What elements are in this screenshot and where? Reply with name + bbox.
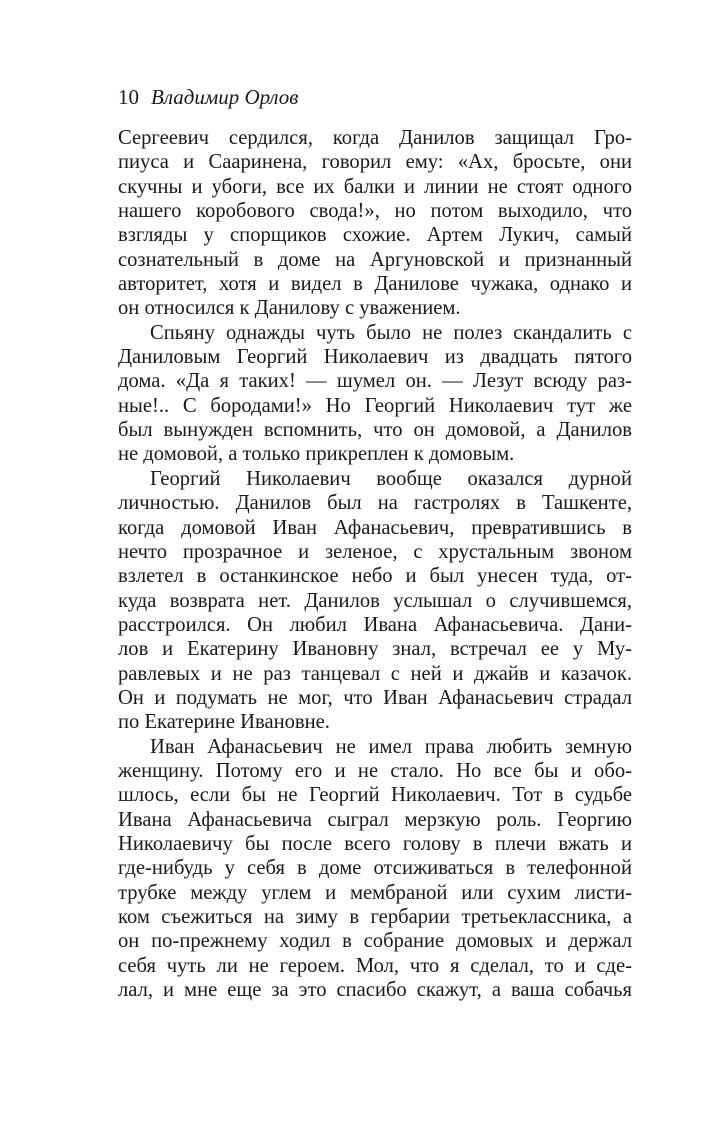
text-line: не домовой, а только прикреплен к домовым. — [118, 443, 515, 466]
text-line: по Екатерине Ивановне. — [118, 711, 330, 734]
text-line: пиуса и Сааринена, говорил ему: «Ах, бросьте, они — [118, 151, 632, 174]
text-line: нечто прозрачное и зеленое, с хрустальным звоном — [118, 540, 632, 563]
text-line: равлевых и не раз танцевал с ней и джайв и казачок. — [118, 662, 632, 685]
text-line: дома. «Да я таких! — шумел он. — Лезут всюду раз- — [118, 370, 632, 393]
text-line: трубке между углем и мембраной или сухим листи- — [118, 881, 632, 904]
page-number: 10 — [118, 85, 139, 109]
book-page — [118, 84, 632, 1002]
running-head — [118, 84, 632, 110]
text-line: Он и подумать не мог, что Иван Афанасьевич страдал — [118, 686, 632, 709]
text-line: авторитет, хотя и видел в Данилове чужака, однако и — [118, 273, 632, 296]
text-line: ком съежиться на зиму в гербарии третьеклассника, а — [118, 906, 632, 928]
text-line: Спьяну однажды чуть было не полез скандалить с — [150, 321, 632, 344]
text-line: Георгий Николаевич вообще оказался дурной — [150, 467, 632, 490]
text-line: взлетел в останкинское небо и был унесен туда, от- — [118, 565, 632, 588]
text-line: ные!.. С бородами!» Но Георгий Николаевич тут же — [118, 394, 632, 417]
text-line: где-нибудь у себя в доме отсиживаться в телефонной — [118, 857, 632, 880]
text-line: куда возврата нет. Данилов услышал о случившемся, — [118, 589, 632, 612]
text-line: расстроился. Он любил Ивана Афанасьевича. Дани- — [118, 613, 632, 636]
text-line: сознательный в доме на Аргуновской и признанный — [118, 248, 632, 271]
text-line: он относился к Данилову с уважением. — [118, 297, 461, 320]
text-line: Иван Афанасьевич не имел права любить земную — [150, 735, 632, 758]
text-line: взгляды у спорщиков схожие. Артем Лукич, самый — [118, 224, 632, 247]
text-line: шлось, если бы не Георгий Николаевич. Тот в судьбе — [118, 784, 632, 807]
text-line: когда домовой Иван Афанасьевич, превратившись в — [118, 516, 632, 539]
text-line: лал, и мне еще за это спасибо скажут, а ваша собачья — [118, 979, 632, 1002]
text-line: лов и Екатерину Ивановну знал, встречал ее у Му- — [118, 638, 632, 661]
text-line: женщину. Потому его и не стало. Но все бы и обо- — [118, 759, 632, 782]
text-line: Ивана Афанасьевича сыграл мерзкую роль. Георгию — [118, 808, 632, 831]
text-line: Николаевичу бы после всего голову в плечи вжать и — [118, 832, 632, 855]
text-line: был вынужден вспомнить, что он домовой, а Данилов — [118, 419, 632, 442]
text-line: себя чуть ли не героем. Мол, что я сделал, то и сде- — [118, 954, 632, 977]
text-line: он по-прежнему ходил в собрание домовых и держал — [118, 930, 632, 953]
text-line: Сергеевич сердился, когда Данилов защищал Гро- — [118, 127, 632, 149]
text-line: Даниловым Георгий Николаевич из двадцать пятого — [118, 346, 632, 369]
author-name: Владимир Орлов — [151, 85, 299, 109]
body-text — [118, 126, 632, 1002]
text-line: нашего коробового свода!», но потом выходило, что — [118, 200, 632, 223]
text-line: личностью. Данилов был на гастролях в Ташкенте, — [118, 492, 632, 515]
text-line: скучны и убоги, все их балки и линии не стоят одного — [118, 175, 632, 198]
